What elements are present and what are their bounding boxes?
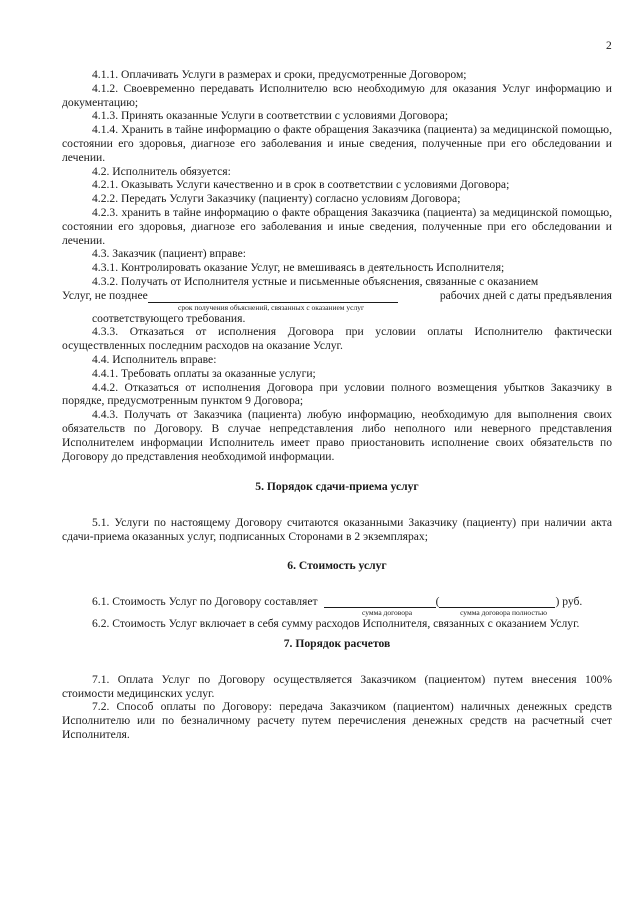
amount-words-blank bbox=[439, 597, 555, 608]
clause-4-2-1: 4.2.1. Оказывать Услуги качественно и в срок в соответствии с условиями Договора; bbox=[92, 178, 510, 192]
paren-close-rub: ) руб. bbox=[555, 594, 583, 608]
clause-4-3-2-line2 bbox=[62, 289, 612, 303]
clause-4-4: 4.4. Исполнитель вправе: bbox=[92, 352, 217, 366]
section-6-heading: 6. Стоимость услуг bbox=[287, 558, 387, 572]
clause-4-1-3: 4.1.3. Принять оказанные Услуги в соответствии с условиями Договора; bbox=[92, 109, 449, 123]
clause-4-3-2-line1: 4.3.2. Получать от Исполнителя устные и письменные объяснения, связанные с оказанием bbox=[92, 274, 539, 288]
clause-4-2-2: 4.2.2. Передать Услуги Заказчику (пациенту) согласно условиям Договора; bbox=[92, 192, 461, 206]
clause-4-4-1: 4.4.1. Требовать оплаты за оказанные услуги; bbox=[92, 366, 316, 380]
section-5-heading: 5. Порядок сдачи-приема услуг bbox=[255, 480, 419, 494]
amount-caption: сумма договора bbox=[362, 608, 413, 618]
amount-captions bbox=[62, 608, 612, 617]
page-number: 2 bbox=[606, 40, 612, 52]
clause-4-2: 4.2. Исполнитель обязуется: bbox=[92, 164, 231, 178]
clause-4-2-3: 4.2.3. хранить в тайне информацию о факте обращения Заказчика (пациента) за медицинской помощью, состоянии его здоровья, диагнозе его заболевания и иные сведения, полученные при его обследовании и лечении. bbox=[62, 205, 612, 247]
deadline-caption: срок получения объяснений, связанных с оказанием услуг bbox=[178, 302, 365, 312]
deadline-blank bbox=[148, 292, 398, 303]
clause-4-3-2-line3: соответствующего требования. bbox=[92, 311, 246, 325]
clause-4-1-2: 4.1.2. Своевременно передавать Исполнителю всю необходимую для оказания Услуг информацию и документацию; bbox=[62, 81, 612, 109]
clause-4-3-2-suffix: рабочих дней с даты предъявления bbox=[439, 288, 612, 302]
clause-4-3-1: 4.3.1. Контролировать оказание Услуг, не вмешиваясь в деятельность Исполнителя; bbox=[92, 261, 505, 275]
clause-6-1 bbox=[62, 595, 612, 609]
clause-4-4-3: 4.4.3. Получать от Заказчика (пациента) любую информацию, необходимую для выполнения своих обязательств по Договору. В случае непредставления либо неполного или неверного представления Исполнителем информации Исполнитель имеет право приостановить исполнение своих обязательств по Договору до представления необходимой информации. bbox=[62, 408, 612, 463]
clause-6-1-text: 6.1. Стоимость Услуг по Договору составляет bbox=[92, 594, 318, 608]
clause-6-2: 6.2. Стоимость Услуг включает в себя сумму расходов Исполнителя, связанных с оказанием Услуг. bbox=[92, 617, 580, 631]
amount-words-caption: сумма договора полностью bbox=[460, 608, 547, 618]
clause-7-1: 7.1. Оплата Услуг по Договору осуществляется Заказчиком (пациентом) путем внесения 100% стоимости медицинских услуг. bbox=[62, 672, 612, 700]
clause-5-1: 5.1. Услуги по настоящему Договору считаются оказанными Заказчику (пациенту) при наличии акта сдачи-приема оказанных услуг, подписанных Сторонами в 2 экземплярах; bbox=[62, 516, 612, 543]
clause-4-4-2: 4.4.2. Отказаться от исполнения Договора при условии полного возмещения убытков Заказчику в порядке, предусмотренным пунктом 9 Договора; bbox=[62, 380, 612, 408]
amount-blank bbox=[324, 597, 436, 608]
clause-4-3-3: 4.3.3. Отказаться от исполнения Договора при условии оплаты Исполнителю фактически осуществленных последним расходов на оказание Услуг. bbox=[62, 325, 612, 353]
paren-open: ( bbox=[435, 594, 440, 608]
document-body bbox=[62, 68, 612, 742]
clause-4-3: 4.3. Заказчик (пациент) вправе: bbox=[92, 247, 246, 261]
clause-7-2: 7.2. Способ оплаты по Договору: передача Заказчиком (пациентом) наличных денежных средств Исполнителю или по безналичному расчету путем перечисления денежных средств на расчетный счет Исполнителя. bbox=[62, 700, 612, 742]
clause-4-1-4: 4.1.4. Хранить в тайне информацию о факте обращения Заказчика (пациента) за медицинской помощью, состоянии его здоровья, диагнозе его заболевания и иные сведения, полученные при его обследовании и лечении. bbox=[62, 123, 612, 164]
clause-4-3-2-prefix: Услуг, не позднее bbox=[62, 288, 148, 302]
clause-4-1-1: 4.1.1. Оплачивать Услуги в размерах и сроки, предусмотренные Договором; bbox=[92, 68, 467, 81]
section-7-heading: 7. Порядок расчетов bbox=[283, 637, 391, 651]
